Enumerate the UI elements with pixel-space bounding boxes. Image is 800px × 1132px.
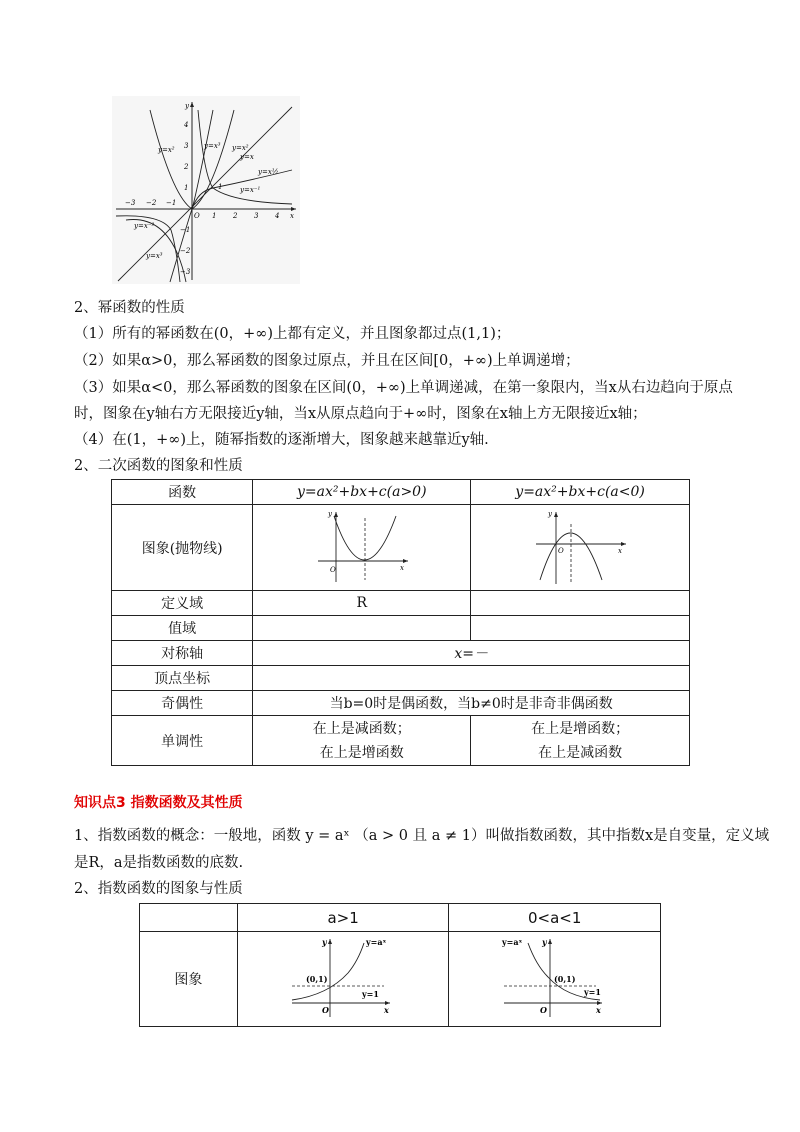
x-axis-label: x [290,212,294,220]
y-axis-label: y [185,102,189,110]
curve-label: y=aˣ [366,937,387,947]
mono-line: 在上是增函数； [531,720,630,737]
col-header: a>1 [237,904,449,932]
point-label: (0,1) [306,974,328,984]
parity-value: 当b=0时是偶函数，当b≠0时是非奇非偶函数 [253,691,690,716]
exp-growth-cell [237,932,449,1027]
col-header: y=ax²+bx+c(a>0) [253,480,471,505]
x-tick: −1 [166,199,177,207]
empty-cell [253,616,471,641]
y-tick: −2 [180,247,191,255]
x-tick: 2 [233,212,238,220]
curve-label: y=x³ [204,142,221,150]
row-label: 单调性 [112,716,253,766]
x-tick: −2 [146,199,157,207]
curve-label: y=x² [232,144,249,152]
curve-label: y=x⁻² [134,222,155,230]
y-axis-label: y [322,937,327,947]
row-label: 顶点坐标 [112,666,253,691]
curve-label: y=x³ [146,252,163,260]
origin-label: O [329,565,336,574]
definition-line: 1、指数函数的概念：一般地，函数 y = aˣ （a > 0 且 a ≠ 1）叫做指数函数，其中指数x是自变量，定义域 [74,828,770,844]
point-label: (0,1) [553,974,576,984]
origin-label: O [322,1005,330,1015]
exponential-table [139,903,661,1027]
axis-value: x=－ [253,641,690,666]
section-heading: 2、二次函数的图象和性质 [74,458,243,474]
row-label: 对称轴 [112,641,253,666]
x-axis-label: x [399,563,404,572]
y-axis-label: y [327,509,332,518]
downward-parabola-cell [471,505,690,591]
y-axis-label: y [541,937,547,947]
empty-cell [471,616,690,641]
mono-line: 在上是减函数； [312,720,411,737]
y-tick: −3 [180,268,191,276]
y-tick: 3 [184,142,189,150]
row-label: 图象 [140,932,238,1027]
upward-parabola-cell [253,505,471,591]
curve-label: y=aˣ [501,937,523,947]
mono-line: 在上是增函数 [319,744,404,761]
exp-decay-cell [449,932,661,1027]
asymptote-label: y=1 [583,987,601,997]
domain-value: R [253,591,471,616]
row-label: 奇偶性 [112,691,253,716]
property-line: （2）如果α>0，那么幂函数的图象过原点，并且在区间[0，+∞)上单调递增； [74,353,580,369]
origin-label: O [194,212,200,220]
row-label: 定义域 [112,591,253,616]
section-heading: 2、指数函数的图象与性质 [74,881,243,897]
y-tick: −1 [180,226,191,234]
property-line: （1）所有的幂函数在(0，+∞)上都有定义，并且图象都过点(1,1)； [74,326,511,342]
curve-label: y=x [240,153,254,161]
y-tick: 4 [184,121,189,129]
mono-line: 在上是减函数 [538,744,623,761]
row-label: 值域 [112,616,253,641]
point-label: 1 [218,183,223,191]
property-line: （4）在(1，+∞)上，随幂指数的逐渐增大，图象越来越靠近y轴. [74,432,489,448]
col-header: 0<a<1 [449,904,661,932]
origin-label: O [539,1005,547,1015]
y-axis-label: y [548,509,553,518]
property-line: （3）如果α<0，那么幂函数的图象在区间(0，+∞)上单调递减，在第一象限内，当x从右边趋向于原点 [74,380,733,396]
upward-parabola-graph [312,506,412,586]
asymptote-label: y=1 [362,989,380,999]
x-axis-label: x [384,1005,389,1015]
empty-cell [140,904,238,932]
curve-label: y=x² [158,146,175,154]
property-line: 时，图象在y轴右方无限接近y轴，当x从原点趋向于+∞时，图象在x轴上方无限接近x轴； [74,406,647,422]
exp-decay-graph [500,933,610,1021]
downward-parabola-graph [530,506,630,586]
col-header: 函数 [112,480,253,505]
power-function-graph [112,96,300,284]
curve-label: y=x⁻¹ [240,186,261,194]
definition-line: 是R，a是指数函数的底数. [74,855,244,871]
col-header: y=ax²+bx+c(a<0) [471,480,690,505]
x-axis-label: x [618,546,623,555]
exp-growth-graph [288,933,398,1021]
x-tick: 3 [254,212,259,220]
x-tick: 4 [275,212,280,220]
monotonic-left [253,716,471,766]
curve-label: y=x½ [258,168,279,176]
origin-label: O [558,546,564,555]
monotonic-right [471,716,690,766]
knowledge-point-title: 知识点3 指数函数及其性质 [74,795,243,811]
row-label: 图象(抛物线) [112,505,253,591]
section-heading: 2、幂函数的性质 [74,300,185,316]
y-tick: 1 [184,184,189,192]
x-tick: −3 [125,199,136,207]
quadratic-table [111,479,690,766]
empty-cell [253,666,690,691]
x-tick: 1 [212,212,217,220]
empty-cell [471,591,690,616]
x-axis-label: x [595,1005,601,1015]
y-tick: 2 [184,163,189,171]
